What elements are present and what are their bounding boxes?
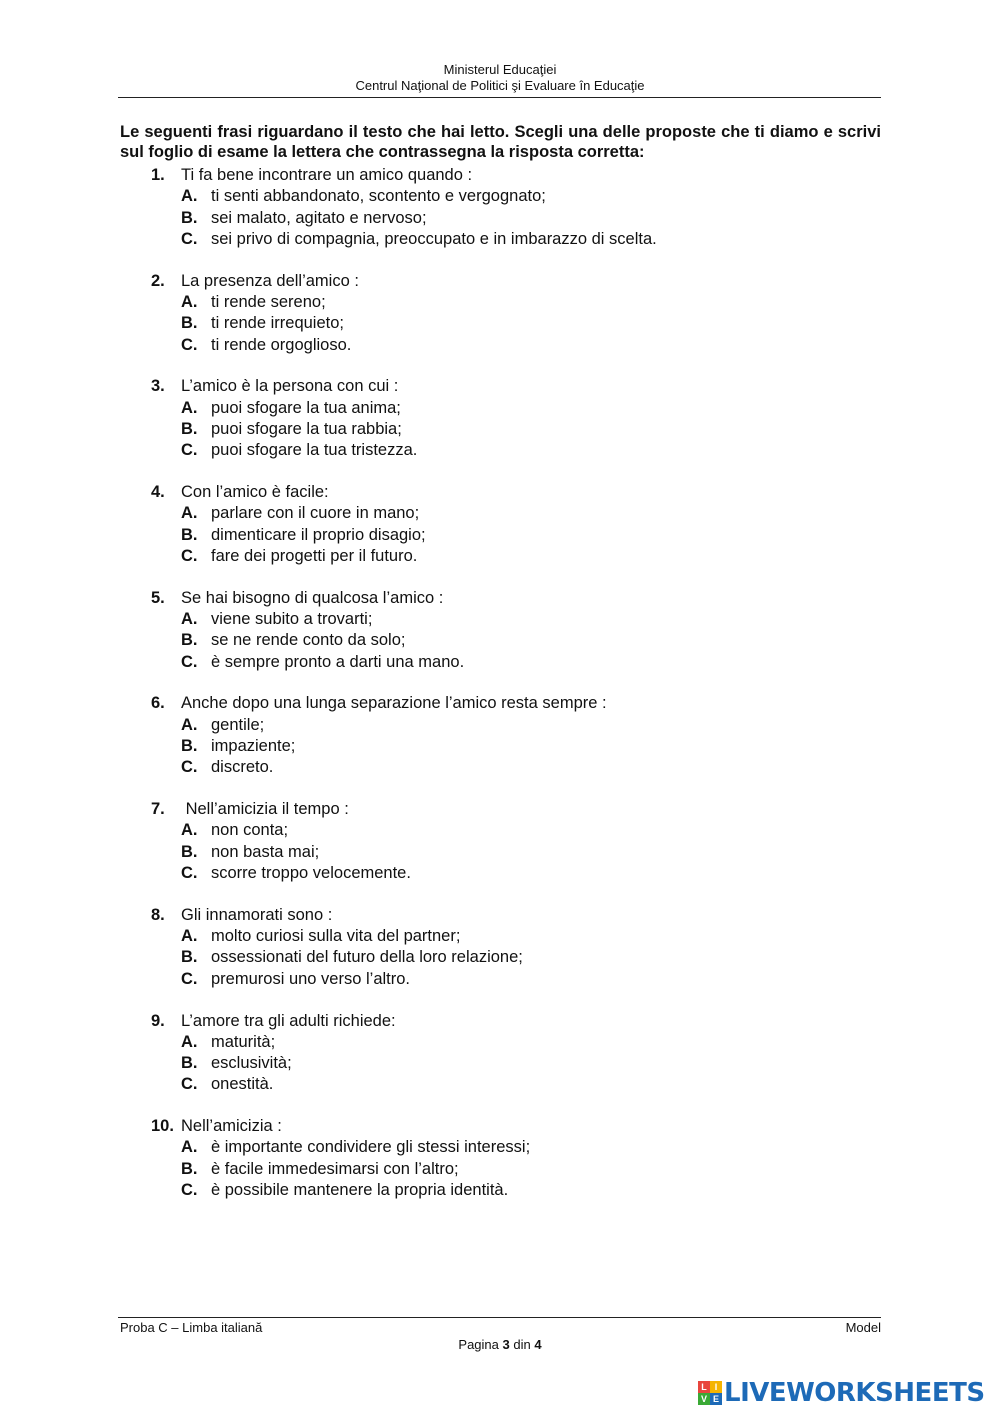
question-text: L’amico è la persona con cui :	[181, 377, 399, 396]
option-text: è possibile mantenere la propria identità.	[211, 1181, 509, 1200]
header-center: Centrul Naţional de Politici şi Evaluare în Educaţie	[355, 78, 645, 93]
page-current: 3	[502, 1337, 510, 1352]
answer-option	[120, 292, 880, 313]
option-text: maturità;	[211, 1032, 276, 1051]
option-letter: C.	[181, 652, 198, 671]
answer-option	[120, 525, 880, 546]
question-line	[120, 482, 880, 503]
option-letter: C.	[181, 864, 198, 883]
answer-option	[120, 1137, 880, 1158]
question-item	[120, 588, 880, 673]
instructions-text: Le seguenti frasi riguardano il testo che hai letto. Scegli una delle proposte che ti diamo e scrivi sul foglio di esame la lettera che contrassegna la risposta corretta:	[120, 123, 881, 161]
option-text: ti senti abbandonato, scontento e vergognato;	[211, 187, 546, 206]
option-letter: A.	[181, 927, 198, 946]
answer-option	[120, 947, 880, 968]
question-item	[120, 482, 880, 567]
question-list	[120, 165, 880, 1222]
option-text: ti rende irrequieto;	[211, 314, 344, 333]
liveworksheets-logo	[698, 1378, 985, 1408]
answer-option	[120, 313, 880, 334]
option-letter: A.	[181, 715, 198, 734]
question-item	[120, 799, 880, 884]
option-text: è sempre pronto a darti una mano.	[211, 652, 465, 671]
option-text: sei malato, agitato e nervoso;	[211, 208, 427, 227]
question-number: 4.	[151, 483, 165, 502]
answer-option	[120, 736, 880, 757]
option-text: ossessionati del futuro della loro relazione;	[211, 948, 523, 967]
answer-option	[120, 229, 880, 250]
option-letter: C.	[181, 441, 198, 460]
question-number: 3.	[151, 377, 165, 396]
option-letter: B.	[181, 842, 198, 861]
question-text: Gli innamorati sono :	[181, 905, 333, 924]
question-text: Ti fa bene incontrare un amico quando :	[181, 166, 473, 184]
answer-option	[120, 1159, 880, 1180]
option-text: fare dei progetti per il futuro.	[211, 546, 418, 565]
question-line	[120, 165, 880, 186]
option-text: parlare con il cuore in mano;	[211, 504, 420, 523]
option-text: non basta mai;	[211, 842, 320, 861]
option-letter: C.	[181, 758, 198, 777]
option-letter: C.	[181, 1181, 198, 1200]
question-item	[120, 905, 880, 990]
option-letter: B.	[181, 208, 198, 227]
option-text: ti rende orgoglioso.	[211, 335, 352, 354]
question-number: 5.	[151, 588, 165, 607]
option-letter: A.	[181, 1032, 198, 1051]
option-letter: A.	[181, 821, 198, 840]
answer-option	[120, 652, 880, 673]
question-number: 10.	[151, 1117, 174, 1136]
question-number: 9.	[151, 1011, 165, 1030]
option-letter: B.	[181, 1054, 198, 1073]
answer-option	[120, 1074, 880, 1095]
question-item	[120, 376, 880, 461]
question-text: La presenza dell’amico :	[181, 271, 359, 290]
page-sep: din	[513, 1337, 531, 1352]
answer-option	[120, 208, 880, 229]
option-text: discreto.	[211, 758, 274, 777]
header-ministry: Ministerul Educaţiei	[443, 62, 557, 77]
answer-option	[120, 398, 880, 419]
option-text: molto curiosi sulla vita del partner;	[211, 927, 461, 946]
question-line	[120, 271, 880, 292]
answer-option	[120, 926, 880, 947]
question-line	[120, 588, 880, 609]
option-text: è importante condividere gli stessi interessi;	[211, 1138, 531, 1157]
question-text: Nell’amicizia :	[181, 1117, 282, 1136]
logo-text: LIVEWORKSHEETS	[724, 1378, 985, 1408]
question-text: Nell’amicizia il tempo :	[181, 800, 349, 819]
option-text: puoi sfogare la tua rabbia;	[211, 419, 402, 438]
question-item	[120, 271, 880, 356]
answer-option	[120, 969, 880, 990]
option-letter: C.	[181, 1075, 198, 1094]
answer-option	[120, 440, 880, 461]
question-line	[120, 799, 880, 820]
footer-divider	[118, 1317, 881, 1318]
question-number: 1.	[151, 166, 165, 184]
option-text: esclusività;	[211, 1054, 292, 1073]
option-text: impaziente;	[211, 737, 296, 756]
question-text: Se hai bisogno di qualcosa l’amico :	[181, 588, 444, 607]
page-total: 4	[534, 1337, 542, 1352]
question-line	[120, 1011, 880, 1032]
question-line	[120, 1116, 880, 1137]
option-letter: B.	[181, 525, 198, 544]
logo-mark-icon	[698, 1381, 722, 1405]
option-letter: B.	[181, 948, 198, 967]
option-letter: C.	[181, 546, 198, 565]
question-line	[120, 376, 880, 397]
option-text: puoi sfogare la tua tristezza.	[211, 441, 418, 460]
question-number: 6.	[151, 694, 165, 713]
option-text: ti rende sereno;	[211, 292, 326, 311]
answer-option	[120, 335, 880, 356]
answer-option	[120, 1180, 880, 1201]
question-text: Con l’amico è facile:	[181, 483, 329, 502]
question-number: 7.	[151, 800, 165, 819]
answer-option	[120, 757, 880, 778]
answer-option	[120, 503, 880, 524]
option-text: sei privo di compagnia, preoccupato e in imbarazzo di scelta.	[211, 229, 657, 248]
question-number: 8.	[151, 905, 165, 924]
answer-option	[120, 546, 880, 567]
answer-option	[120, 715, 880, 736]
option-letter: B.	[181, 419, 198, 438]
logo-mark-square: I	[710, 1381, 722, 1393]
answer-option	[120, 863, 880, 884]
answer-option	[120, 186, 880, 207]
page-number	[0, 1337, 1000, 1352]
question-item	[120, 1011, 880, 1096]
footer-exam-name: Proba C – Limba italiană	[120, 1320, 263, 1335]
option-letter: A.	[181, 398, 198, 417]
question-item	[120, 1116, 880, 1201]
option-text: non conta;	[211, 821, 289, 840]
option-text: dimenticare il proprio disagio;	[211, 525, 426, 544]
logo-mark-square: E	[710, 1393, 722, 1405]
question-item	[120, 693, 880, 778]
option-text: viene subito a trovarti;	[211, 610, 373, 629]
option-letter: A.	[181, 504, 198, 523]
answer-option	[120, 820, 880, 841]
option-letter: A.	[181, 610, 198, 629]
question-line	[120, 693, 880, 714]
page-header	[120, 62, 880, 94]
option-text: onestità.	[211, 1075, 274, 1094]
option-text: se ne rende conto da solo;	[211, 631, 406, 650]
option-text: è facile immedesimarsi con l’altro;	[211, 1159, 459, 1178]
option-letter: C.	[181, 229, 198, 248]
option-text: gentile;	[211, 715, 265, 734]
option-letter: C.	[181, 969, 198, 988]
option-letter: A.	[181, 292, 198, 311]
option-text: scorre troppo velocemente.	[211, 864, 411, 883]
question-line	[120, 905, 880, 926]
option-letter: A.	[181, 1138, 198, 1157]
option-letter: B.	[181, 1159, 198, 1178]
question-number: 2.	[151, 271, 165, 290]
answer-option	[120, 419, 880, 440]
question-text: L’amore tra gli adulti richiede:	[181, 1011, 396, 1030]
option-letter: C.	[181, 335, 198, 354]
option-letter: B.	[181, 314, 198, 333]
footer-model-label: Model	[845, 1320, 881, 1335]
logo-mark-square: V	[698, 1393, 710, 1405]
answer-option	[120, 1053, 880, 1074]
page-prefix: Pagina	[458, 1337, 499, 1352]
logo-mark-square: L	[698, 1381, 710, 1393]
answer-option	[120, 609, 880, 630]
option-letter: B.	[181, 631, 198, 650]
question-item	[120, 165, 880, 250]
option-letter: A.	[181, 187, 198, 206]
answer-option	[120, 842, 880, 863]
option-text: premurosi uno verso l’altro.	[211, 969, 410, 988]
header-divider	[118, 97, 881, 98]
answer-option	[120, 630, 880, 651]
option-text: puoi sfogare la tua anima;	[211, 398, 401, 417]
question-text: Anche dopo una lunga separazione l’amico resta sempre :	[181, 694, 607, 713]
answer-option	[120, 1032, 880, 1053]
option-letter: B.	[181, 737, 198, 756]
